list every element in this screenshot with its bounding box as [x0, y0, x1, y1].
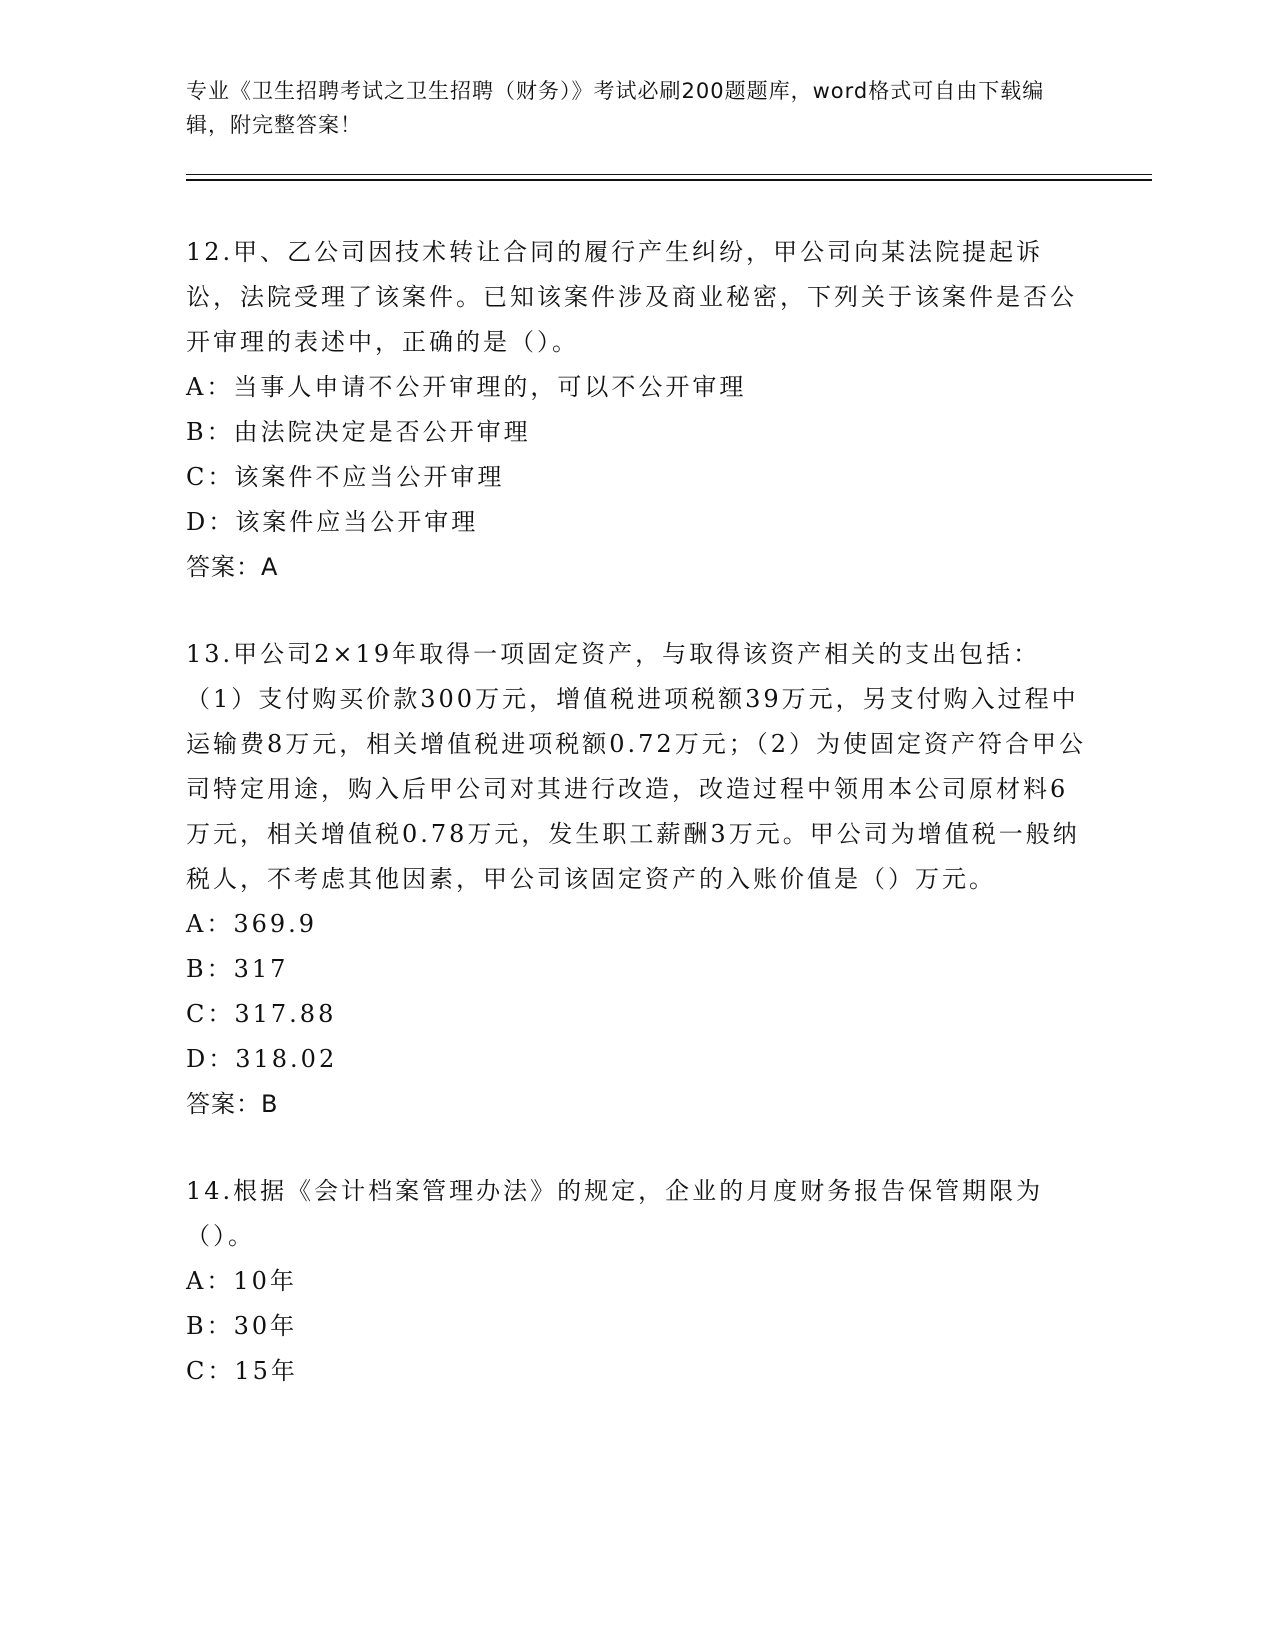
option-a: A：369.9: [186, 910, 318, 938]
option-c: C：该案件不应当公开审理: [186, 463, 505, 491]
option-b: B：317: [186, 955, 289, 983]
option-c: C：15年: [186, 1357, 298, 1385]
option-a: A：10年: [186, 1267, 297, 1295]
option-a: A：当事人申请不公开审理的，可以不公开审理: [186, 373, 747, 401]
question-13: [186, 632, 1086, 1127]
question-12: [186, 230, 1086, 590]
question-14: [186, 1169, 1086, 1394]
header-divider-thin: [186, 174, 1152, 175]
question-stem: 12.甲、乙公司因技术转让合同的履行产生纠纷，甲公司向某法院提起诉讼，法院受理了该案件。已知该案件涉及商业秘密，下列关于该案件是否公开审理的表述中，正确的是（）。: [186, 238, 1077, 356]
document-intro: 专业《卫生招聘考试之卫生招聘（财务）》考试必刷200题题库，word格式可自由下载编辑，附完整答案！: [186, 79, 1045, 137]
answer-label: 答案：B: [186, 1090, 279, 1118]
option-b: B：30年: [186, 1312, 298, 1340]
option-c: C：317.88: [186, 1000, 337, 1028]
option-d: D：该案件应当公开审理: [186, 508, 479, 536]
answer-label: 答案：A: [186, 553, 279, 581]
question-list: [186, 230, 1086, 1436]
header-divider-thick: [186, 179, 1152, 181]
option-b: B：由法院决定是否公开审理: [186, 418, 531, 446]
question-stem: 13.甲公司2×19年取得一项固定资产，与取得该资产相关的支出包括：（1）支付购买价款300万元，增值税进项税额39万元，另支付购入过程中运输费8万元，相关增值税进项税额0.72万元；（2）为使固定资产符合甲公司特定用途，购入后甲公司对其进行改造，改造过程中领用本公司原材料6万元，相关增值税0.78万元，发生职工薪酬3万元。甲公司为增值税一般纳税人，不考虑其他因素，甲公司该固定资产的入账价值是（）万元。: [186, 640, 1086, 893]
option-d: D：318.02: [186, 1045, 338, 1073]
question-stem: 14.根据《会计档案管理办法》的规定，企业的月度财务报告保管期限为（）。: [186, 1177, 1044, 1250]
